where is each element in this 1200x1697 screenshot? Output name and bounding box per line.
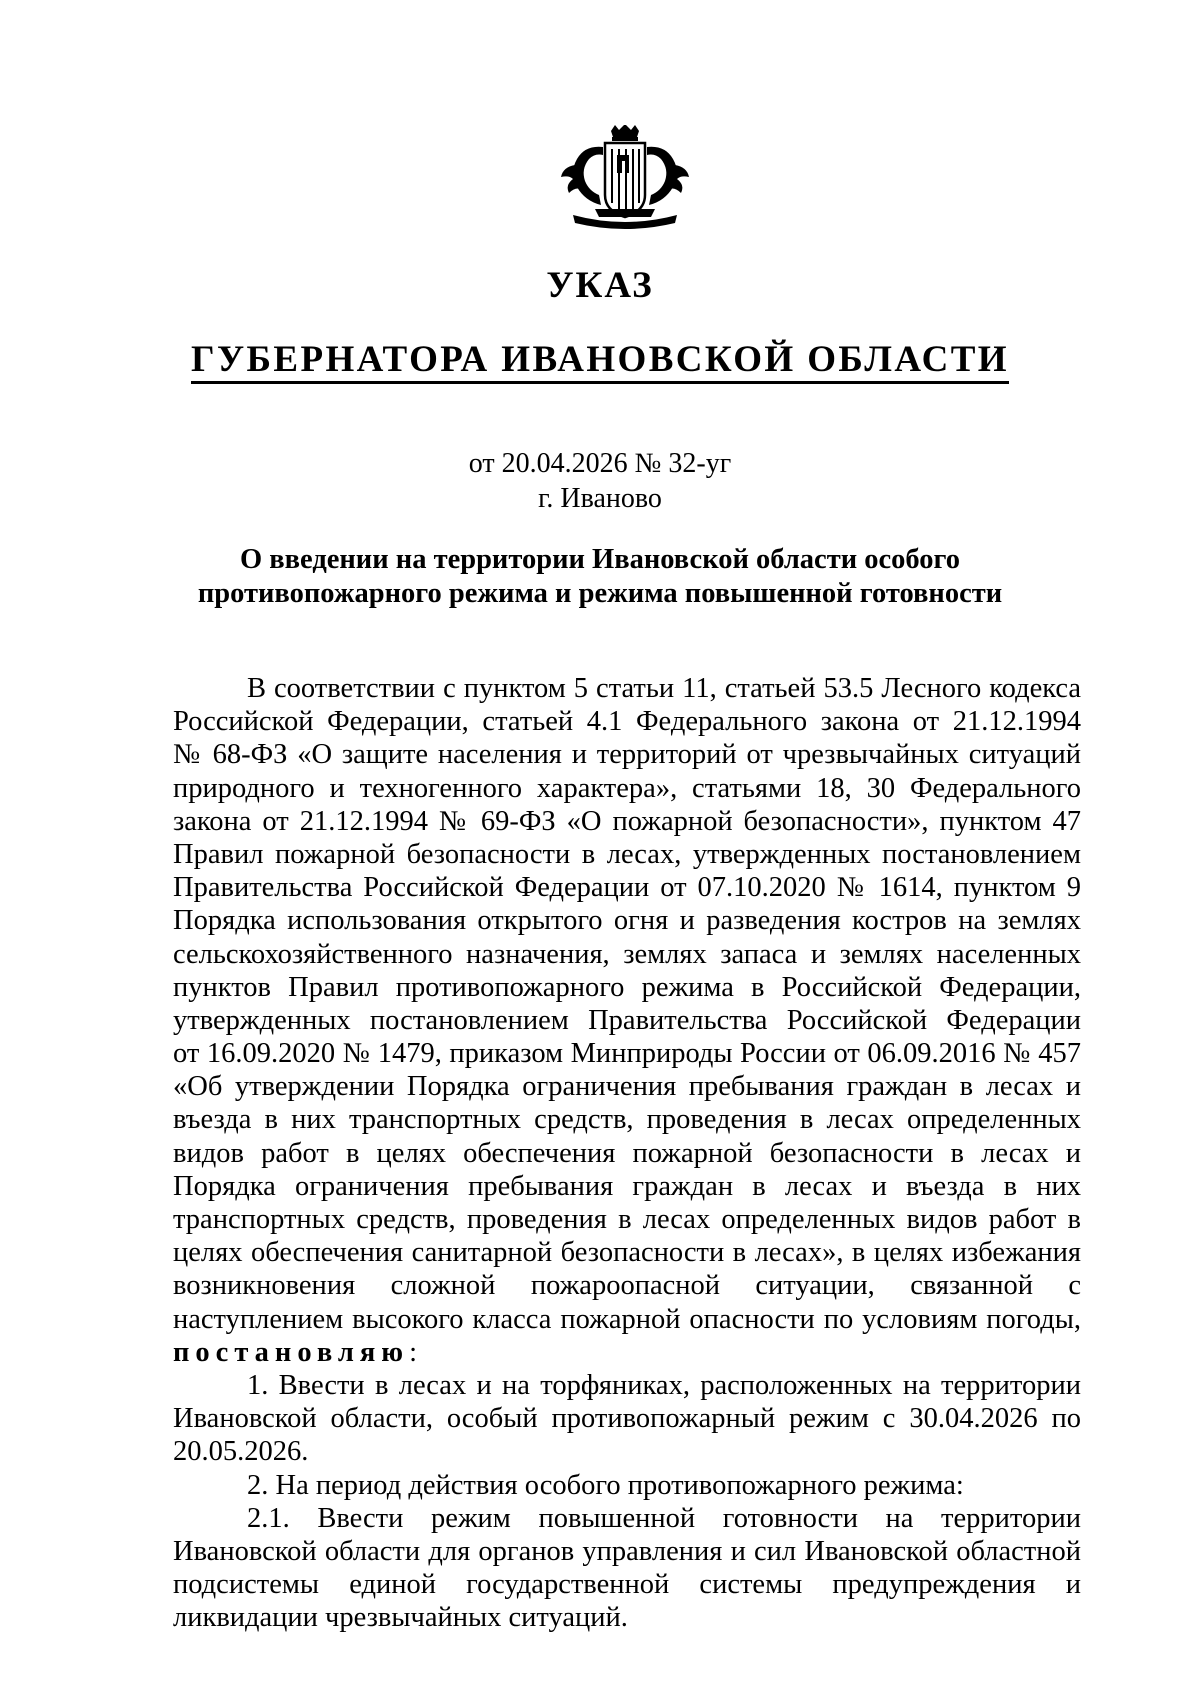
body-line: целях обеспечения санитарной безопасности в лесах», в целях избежания	[173, 1237, 1081, 1269]
body-line: Порядка ограничения пребывания граждан в лесах и въезда в них	[173, 1170, 1081, 1202]
body-line: № 68-ФЗ «О защите населения и территорий от чрезвычайных ситуаций	[173, 739, 1081, 771]
document-body	[173, 672, 1081, 1634]
resolve-line	[173, 1336, 1081, 1369]
body-line: Правительства Российской Федерации от 07.10.2020 № 1614, пунктом 9	[173, 872, 1081, 904]
body-line: наступлением высокого класса пожарной опасности по условиям погоды,	[173, 1303, 1081, 1335]
resolve-colon: :	[409, 1336, 418, 1368]
item-2-line: 2. На период действия особого противопожарного режима:	[247, 1469, 964, 1501]
item-2-1-line: Ивановской области для органов управления и сил Ивановской областной	[173, 1535, 1081, 1567]
body-line: Российской Федерации, статьей 4.1 Федерального закона от 21.12.1994	[173, 706, 1081, 738]
item-1-line: 1. Ввести в лесах и на торфяниках, расположенных на территории	[247, 1369, 1081, 1401]
item-2-1-line: 2.1. Ввести режим повышенной готовности на территории	[247, 1502, 1081, 1534]
item-1-line: 20.05.2026.	[173, 1436, 309, 1468]
document-meta	[0, 446, 1200, 516]
document-title	[180, 543, 1020, 611]
body-line: от 16.09.2020 № 1479, приказом Минприроды России от 06.09.2016 № 457	[173, 1038, 1081, 1070]
body-line: транспортных средств, проведения в лесах определенных видов работ в	[173, 1204, 1081, 1235]
item-2-1-line: подсистемы единой государственной системы предупреждения и	[173, 1569, 1081, 1601]
item-2-1-line: ликвидации чрезвычайных ситуаций.	[173, 1602, 628, 1634]
resolve-word: постановляю	[173, 1336, 410, 1368]
body-line: «Об утверждении Порядка ограничения пребывания граждан в лесах и	[173, 1071, 1081, 1103]
coat-of-arms-emblem	[555, 125, 695, 233]
body-line: Порядка использования открытого огня и разведения костров на землях	[173, 905, 1081, 937]
body-line: В соответствии с пунктом 5 статьи 11, статьей 53.5 Лесного кодекса	[247, 673, 1081, 704]
date-number: от 20.04.2026 № 32-уг	[468, 448, 732, 479]
body-line: сельскохозяйственного назначения, землях запаса и землях населенных	[173, 938, 1081, 970]
issuer-heading-text: ГУБЕРНАТОРА ИВАНОВСКОЙ ОБЛАСТИ	[191, 339, 1009, 384]
body-line: закона от 21.12.1994 № 69-ФЗ «О пожарной безопасности», пунктом 47	[173, 805, 1081, 837]
body-line: утвержденных постановлением Правительства Российской Федерации	[173, 1004, 1081, 1036]
body-line: Правил пожарной безопасности в лесах, утвержденных постановлением	[173, 838, 1081, 870]
document-type-heading: УКАЗ	[546, 265, 654, 306]
body-line: видов работ в целях обеспечения пожарной безопасности в лесах и	[173, 1137, 1081, 1169]
body-line: возникновения сложной пожароопасной ситуации, связанной с	[173, 1270, 1081, 1302]
place: г. Иваново	[538, 483, 662, 514]
title-line: О введении на территории Ивановской области особого	[239, 544, 961, 575]
issuer-heading	[0, 338, 1200, 382]
title-line: противопожарного режима и режима повышенной готовности	[197, 578, 1003, 609]
body-line: пунктов Правил противопожарного режима в Российской Федерации,	[173, 971, 1081, 1003]
body-line: въезда в них транспортных средств, проведения в лесах определенных	[173, 1104, 1081, 1136]
item-1-line: Ивановской области, особый противопожарный режим с 30.04.2026 по	[173, 1403, 1081, 1435]
body-line: природного и техногенного характера», статьями 18, 30 Федерального	[173, 772, 1081, 804]
